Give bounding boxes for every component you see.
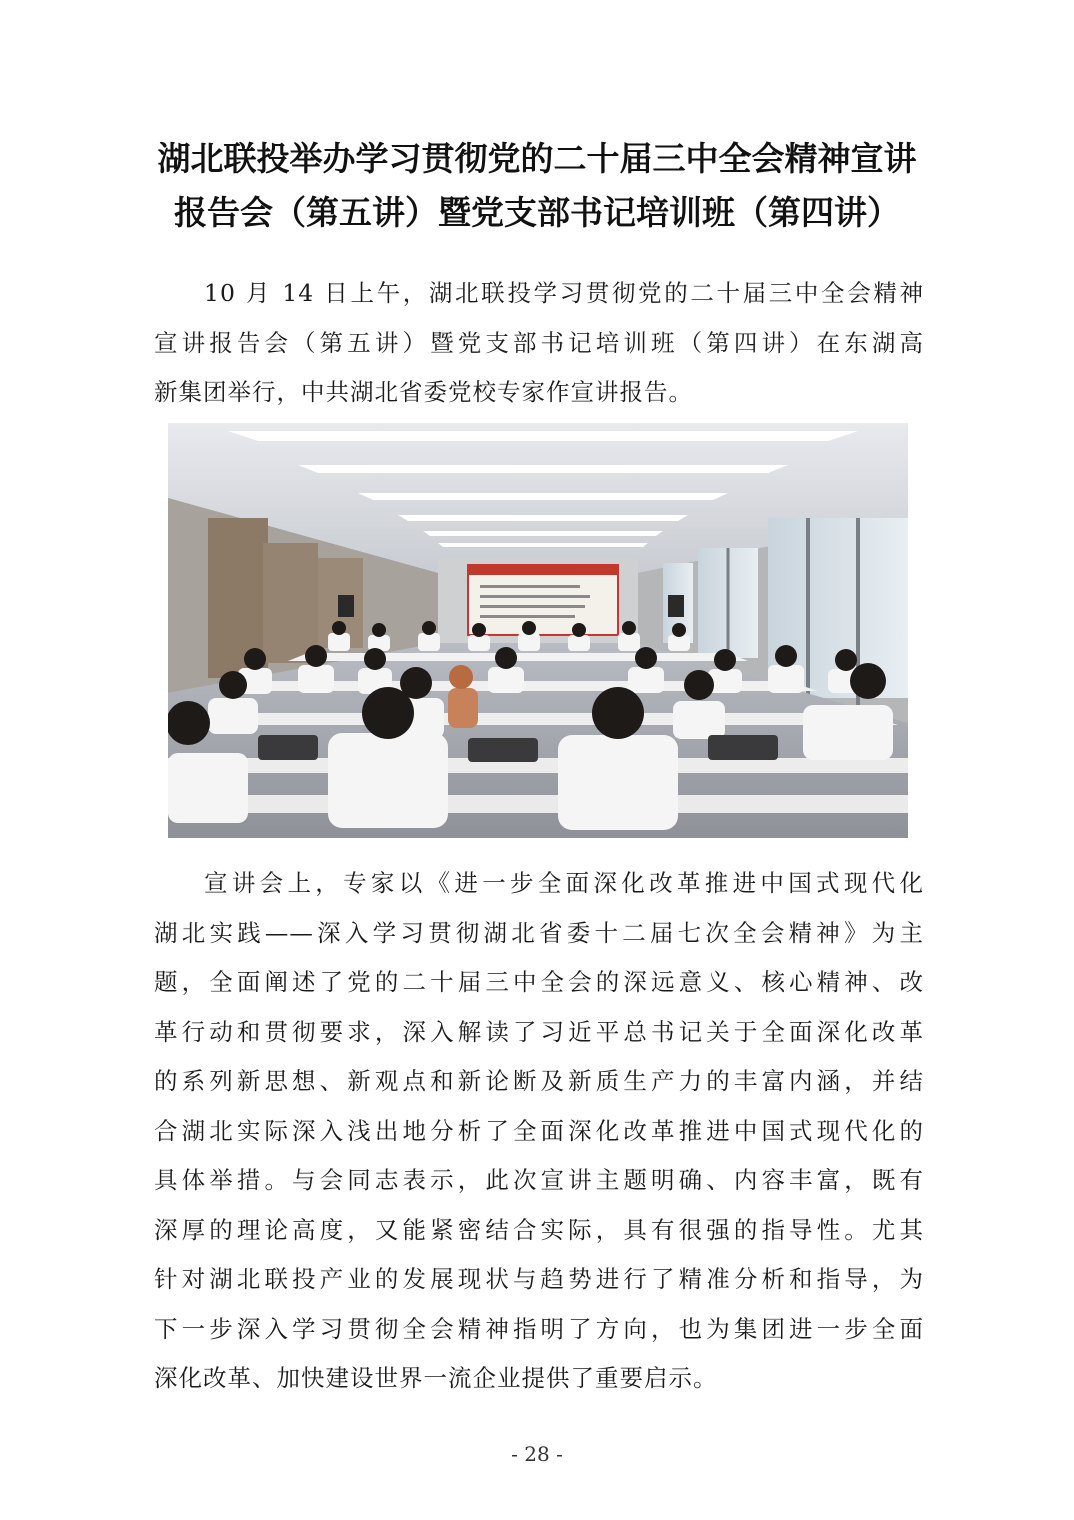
conference-photo [168, 423, 908, 838]
title-line-1: 湖北联投举办学习贯彻党的二十届三中全会精神宣讲 [157, 139, 917, 178]
page-number: - 28 - [511, 1442, 563, 1466]
paragraph-line: 下一步深入学习贯彻全会精神指明了方向，也为集团进一步全面 [154, 1314, 924, 1343]
paragraph-line: 革行动和贯彻要求，深入解读了习近平总书记关于全面深化改革 [154, 1017, 924, 1046]
paragraph-line: 深化改革、加快建设世界一流企业提供了重要启示。 [154, 1364, 718, 1392]
paragraph-line: 题，全面阐述了党的二十届三中全会的深远意义、核心精神、改 [154, 968, 924, 996]
document-title [0, 132, 1074, 240]
paragraph-line: 合湖北实际深入浅出地分析了全面深化改革推进中国式现代化的 [154, 1116, 924, 1145]
paragraph-line: 宣讲报告会（第五讲）暨党支部书记培训班（第四讲）在东湖高 [154, 328, 924, 357]
intro-paragraph [154, 269, 924, 418]
paragraph-line: 新集团举行，中共湖北省委党校专家作宣讲报告。 [154, 378, 693, 406]
paragraph-line: 针对湖北联投产业的发展现状与趋势进行了精准分析和指导，为 [154, 1265, 924, 1293]
paragraph-line: 宣讲会上，专家以《进一步全面深化改革推进中国式现代化 [204, 869, 924, 897]
paragraph-line: 的系列新思想、新观点和新论断及新质生产力的丰富内涵，并结 [154, 1067, 924, 1095]
paragraph-line: 10 月 14 日上午，湖北联投学习贯彻党的二十届三中全会精神 [204, 279, 924, 307]
paragraph-line: 深厚的理论高度，又能紧密结合实际，具有很强的指导性。尤其 [154, 1215, 924, 1244]
paragraph-line: 湖北实践——深入学习贯彻湖北省委十二届七次全会精神》为主 [154, 918, 924, 947]
body-paragraph [154, 859, 924, 1404]
paragraph-line: 具体举措。与会同志表示，此次宣讲主题明确、内容丰富，既有 [154, 1166, 924, 1194]
title-line-2: 报告会（第五讲）暨党支部书记培训班（第四讲） [174, 193, 900, 232]
